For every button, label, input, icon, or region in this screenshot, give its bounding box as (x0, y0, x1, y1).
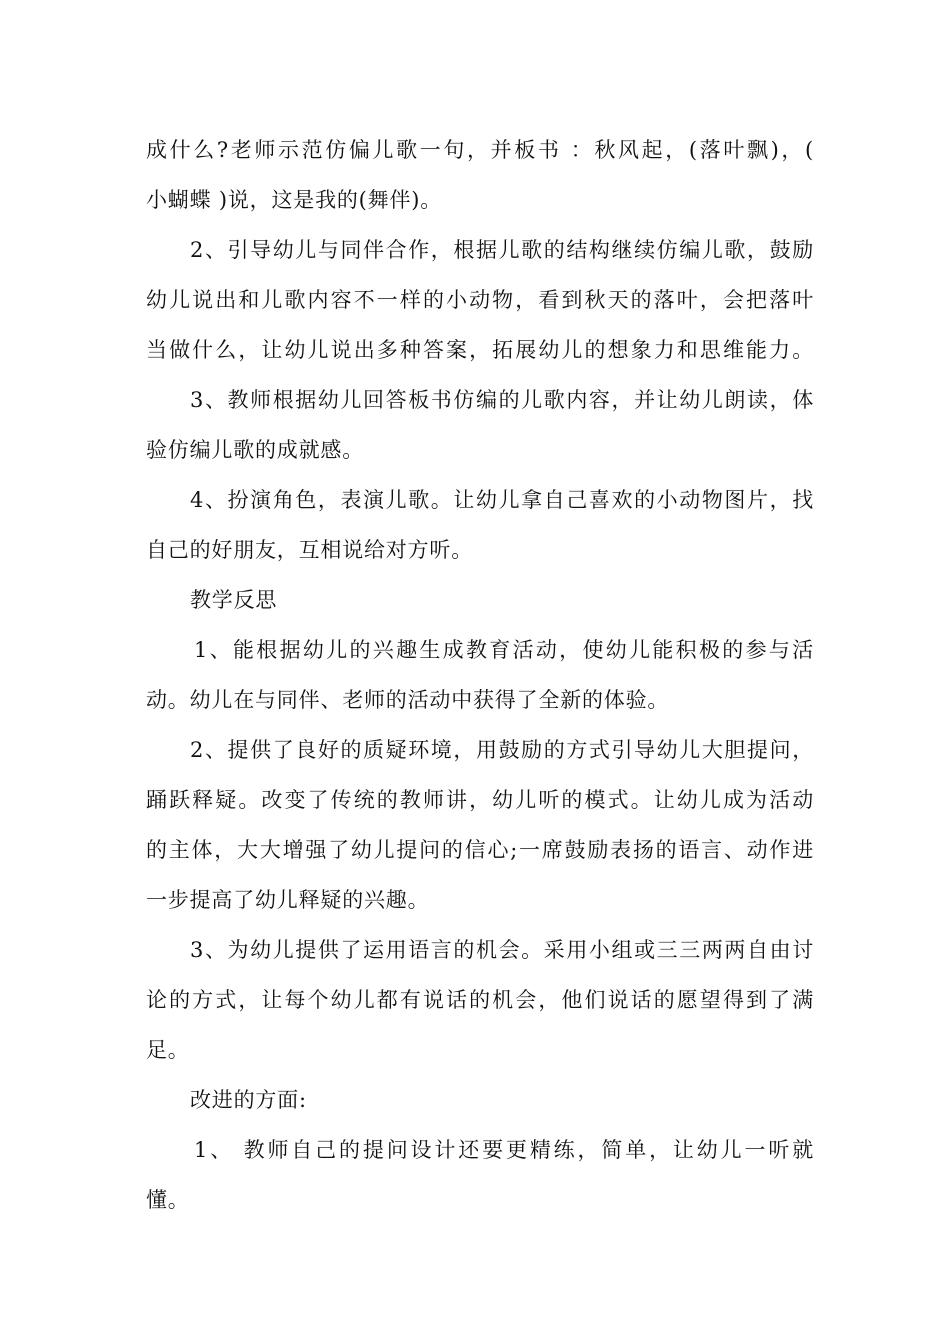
paragraph-2-line-1: 2、引导幼儿与同伴合作，根据儿歌的结构继续仿编儿歌，鼓励 (190, 238, 814, 262)
paragraph-4-line-1: 4、扮演角色，表演儿歌。让幼儿拿自己喜欢的小动物图片，找 (190, 488, 814, 512)
reflection-2-line-2: 踊跃释疑。改变了传统的教师讲，幼儿听的模式。让幼儿成为活动 (146, 788, 814, 812)
reflection-1-line-2: 动。幼儿在与同伴、老师的活动中获得了全新的体验。 (146, 688, 670, 712)
reflection-3-line-2: 论的方式，让每个幼儿都有说话的机会，他们说话的愿望得到了满 (146, 988, 814, 1012)
text-line-2: 小蝴蝶 )说，这是我的(舞伴)。 (146, 188, 443, 212)
improvement-1-line-1: 1、 教师自己的提问设计还要更精练，简单，让幼儿一听就 (194, 1138, 814, 1162)
reflection-2-line-3: 的主体，大大增强了幼儿提问的信心;一席鼓励表扬的语言、动作进 (146, 838, 814, 862)
reflection-2-line-4: 一步提高了幼儿释疑的兴趣。 (146, 888, 430, 912)
reflection-1-line-1: 1、能根据幼儿的兴趣生成教育活动，使幼儿能积极的参与活 (194, 638, 814, 662)
paragraph-3-line-1: 3、教师根据幼儿回答板书仿编的儿歌内容，并让幼儿朗读，体 (190, 388, 814, 412)
improvement-1-line-2: 懂。 (146, 1188, 190, 1212)
reflection-3-line-3: 足。 (146, 1038, 190, 1062)
paragraph-3-line-2: 验仿编儿歌的成就感。 (146, 438, 364, 462)
paragraph-2-line-3: 当做什么，让幼儿说出多种答案，拓展幼儿的想象力和思维能力。 (146, 338, 814, 362)
text-line-1: 成什么?老师示范仿偏儿歌一句，并板书 ：秋风起，(落叶飘)，( (146, 138, 814, 162)
section-heading-improvements: 改进的方面: (190, 1088, 307, 1112)
reflection-3-line-1: 3、为幼儿提供了运用语言的机会。采用小组或三三两两自由讨 (190, 938, 814, 962)
reflection-2-line-1: 2、提供了良好的质疑环境，用鼓励的方式引导幼儿大胆提问， (190, 738, 814, 762)
section-heading-reflection: 教学反思 (190, 588, 278, 612)
paragraph-4-line-2: 自己的好朋友，互相说给对方听。 (146, 538, 473, 562)
paragraph-2-line-2: 幼儿说出和儿歌内容不一样的小动物，看到秋天的落叶，会把落叶 (146, 288, 814, 312)
